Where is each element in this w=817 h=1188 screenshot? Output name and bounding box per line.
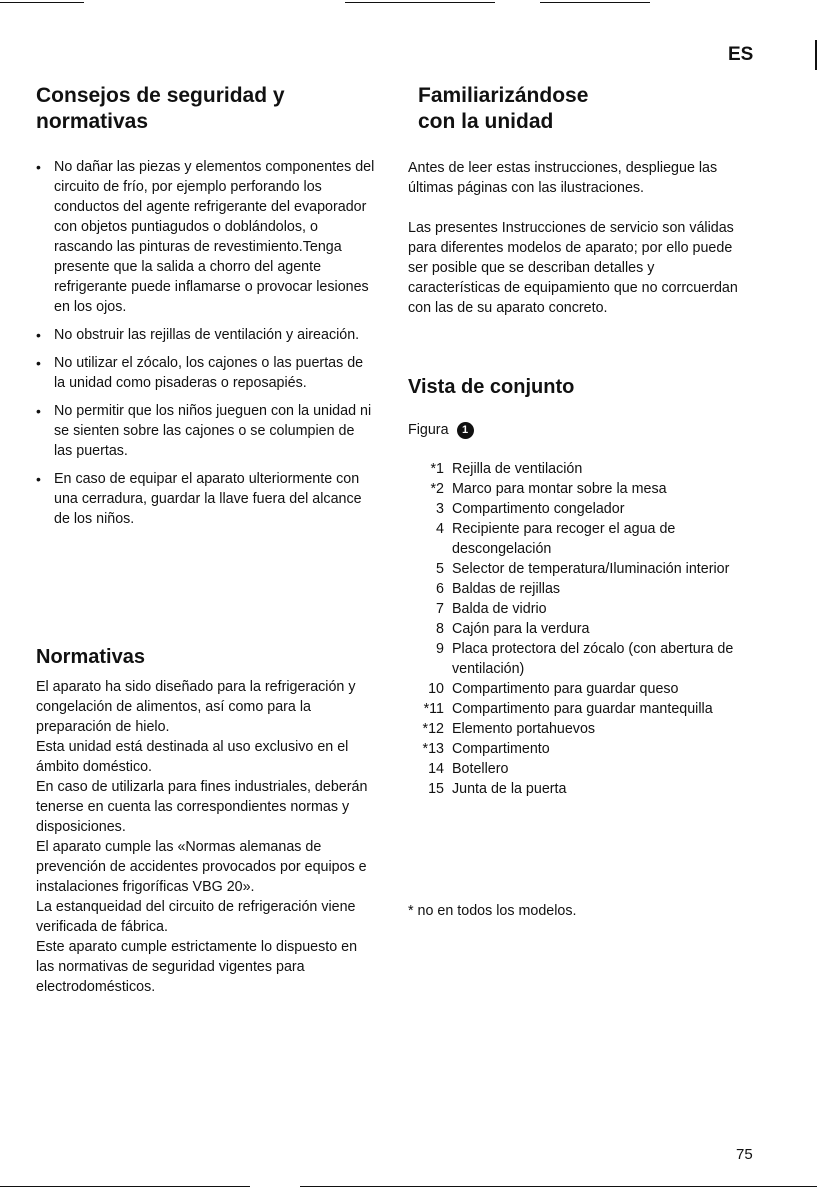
part-number: 5 [436,561,444,577]
list-item [408,579,768,599]
part-text: Junta de la puerta [452,781,567,797]
part-text: Placa protectora del zócalo (con abertura de ventilación) [452,641,734,677]
familiarize-title [418,83,758,135]
bullet-item: • No dañar las piezas y elementos componentes del circuito de frío, por ejemplo perforando los conductos del agente refrigerante del evaporador con objetos puntiagudos o doblándolos, o rascando las pinturas de revestimiento.Tenga presente que la salida a chorro del agente refrigerante puede inflamarse o provocar lesiones en los ojos. [36,157,376,317]
list-item [408,639,768,679]
intro-text [408,158,746,318]
safety-title-line2: normativas [36,110,149,133]
top-rule-mid [345,2,495,3]
part-text: Selector de temperatura/Iluminación interior [452,561,730,577]
part-number: 7 [436,601,444,617]
part-number: *2 [430,481,444,497]
part-number: 6 [436,581,444,597]
part-text: Compartimento [452,741,550,757]
figure-label: Figura [408,422,449,438]
list-item [408,699,768,719]
part-number: 3 [436,501,444,517]
normativas-para: El aparato cumple las «Normas alemanas de prevención de accidentes provocados por equipos e instalaciones frigoríficas VBG 20». [36,839,367,895]
list-item [408,679,768,699]
list-item [408,719,768,739]
figure-number-badge: 1 [457,422,474,439]
parts-list [408,459,768,799]
normativas-para: Este aparato cumple estrictamente lo dispuesto en las normativas de seguridad vigentes para electrodomésticos. [36,939,358,995]
normativas-para: Esta unidad está destinada al uso exclusivo en el ámbito doméstico. [36,739,349,775]
part-number: 4 [436,521,444,537]
page-number: 75 [736,1146,753,1163]
part-text: Compartimento para guardar queso [452,681,679,697]
language-code: ES [728,44,754,65]
part-number: *13 [422,741,444,757]
bullet-item: • No permitir que los niños jueguen con la unidad ni se sienten sobre las cajones o se columpien de las puertas. [36,401,376,461]
normativas-text [36,677,372,997]
intro-para-2: Las presentes Instrucciones de servicio son válidas para diferentes modelos de aparato; por ello puede ser posible que se describan detalles y características de equipamiento que no cоrrcuerdan con las de su aparato concreto. [408,220,738,316]
list-item [408,779,768,799]
intro-para-1: Antes de leer estas instrucciones, despliegue las últimas páginas con las ilustraciones. [408,160,718,196]
bullet-item: • No obstruir las rejillas de ventilación y aireación. [36,325,376,345]
part-text: Botellero [452,761,509,777]
part-number: 9 [436,641,444,657]
list-item [408,599,768,619]
part-text: Marco para montar sobre la mesa [452,481,667,497]
part-number: *12 [422,721,444,737]
list-item [408,499,768,519]
list-item [408,479,768,499]
bullet-item: • En caso de equipar el aparato ulteriormente con una cerradura, guardar la llave fuera del alcance de los niños. [36,469,376,529]
safety-bullets [36,157,376,537]
overview-heading: Vista de conjunto [408,376,575,398]
part-text: Cajón para la verdura [452,621,590,637]
part-text: Compartimento congelador [452,501,625,517]
safety-title-line1: Consejos de seguridad y [36,84,285,107]
bottom-rule-right [300,1186,817,1187]
normativas-para: El aparato ha sido diseñado para la refrigeración y congelación de alimentos, así como para la preparación de hielo. [36,679,356,735]
part-text: Balda de vidrio [452,601,547,617]
part-text: Rejilla de ventilación [452,461,583,477]
list-item [408,559,768,579]
familiarize-title-line1: Familiarizándose [418,84,589,107]
list-item [408,619,768,639]
safety-title [36,83,376,135]
footnote: * no en todos los modelos. [408,903,577,919]
normativas-heading: Normativas [36,646,145,668]
part-number: 10 [428,681,444,697]
familiarize-title-line2: con la unidad [418,110,554,133]
list-item [408,739,768,759]
top-rule-right [540,2,650,3]
list-item [408,459,768,479]
part-text: Baldas de rejillas [452,581,561,597]
figure-reference [408,420,474,440]
part-text: Elemento portahuevos [452,721,596,737]
normativas-para: En caso de utilizarla para fines industriales, deberán tenerse en cuenta las correspondientes normas y disposiciones. [36,779,368,835]
bullet-item: • No utilizar el zócalo, los cajones o las puertas de la unidad como pisaderas o reposapiés. [36,353,376,393]
part-text: Recipiente para recoger el agua de descongelación [452,521,676,557]
part-text: Compartimento para guardar mantequilla [452,701,713,717]
part-number: *11 [423,701,444,717]
bottom-rule-left [0,1186,250,1187]
top-rule-left [0,2,84,3]
list-item [408,759,768,779]
part-number: *1 [430,461,444,477]
list-item [408,519,768,559]
part-number: 15 [428,781,444,797]
normativas-para: La estanqueidad del circuito de refrigeración viene verificada de fábrica. [36,899,356,935]
part-number: 8 [436,621,444,637]
part-number: 14 [428,761,444,777]
